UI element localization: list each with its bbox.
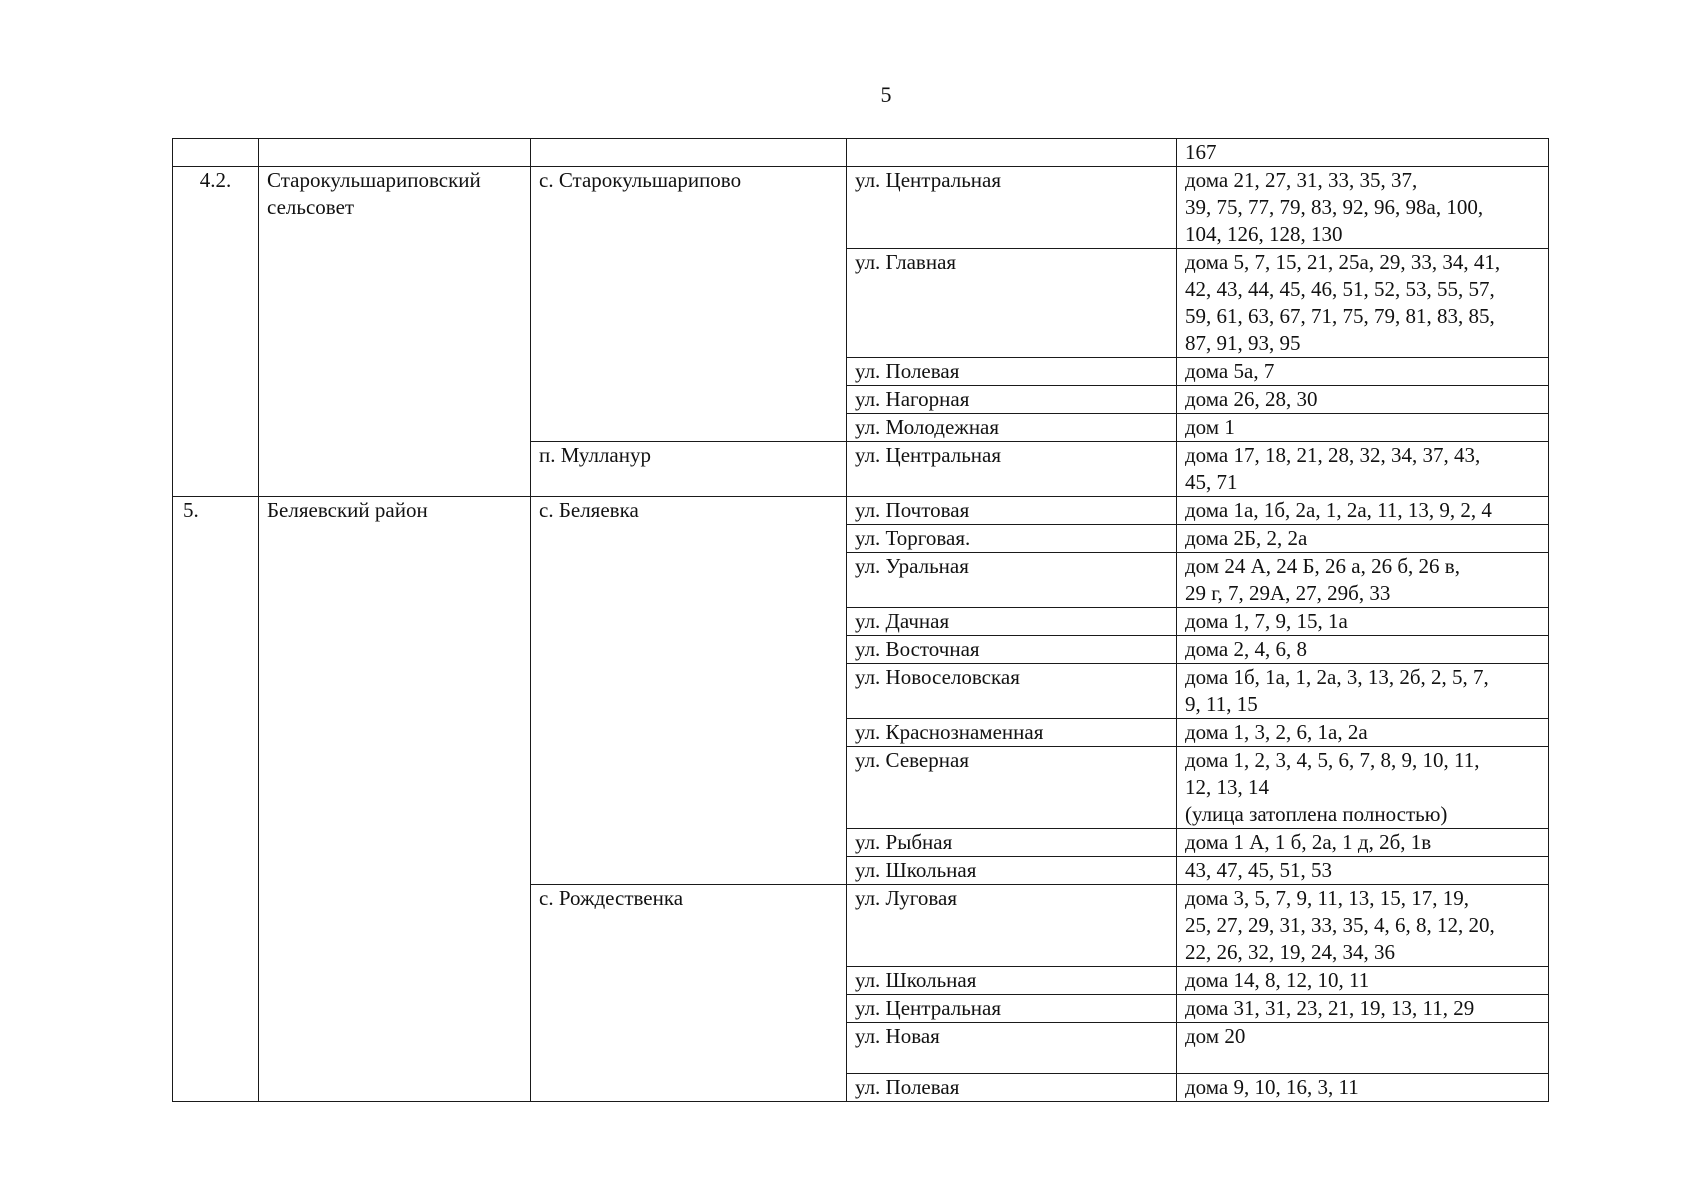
cell-number — [173, 139, 259, 167]
cell-street: ул. Луговая — [847, 885, 1177, 967]
cell-houses: 43, 47, 45, 51, 53 — [1177, 857, 1549, 885]
cell-street: ул. Школьная — [847, 857, 1177, 885]
cell-district: Старокульшариповский сельсовет — [259, 167, 531, 497]
cell-settlement: п. Мулланур — [531, 442, 847, 497]
cell-houses: дома 5, 7, 15, 21, 25а, 29, 33, 34, 41, 42, 43, 44, 45, 46, 51, 52, 53, 55, 57, 59, 61, 63, 67, 71, 75, 79, 81, 83, 85, 87, 91, 93, 95 — [1177, 249, 1549, 358]
cell-houses: дома 1а, 1б, 2а, 1, 2а, 11, 13, 9, 2, 4 — [1177, 497, 1549, 525]
cell-district: Беляевский район — [259, 497, 531, 1102]
cell-street: ул. Уральная — [847, 553, 1177, 608]
page-number: 5 — [880, 82, 892, 107]
cell-street: ул. Центральная — [847, 442, 1177, 497]
cell-street: ул. Рыбная — [847, 829, 1177, 857]
address-table — [172, 138, 1549, 1102]
cell-street — [847, 139, 1177, 167]
cell-houses: дом 24 А, 24 Б, 26 а, 26 б, 26 в, 29 г, 7, 29А, 27, 29б, 33 — [1177, 553, 1549, 608]
cell-street: ул. Школьная — [847, 967, 1177, 995]
cell-street: ул. Полевая — [847, 358, 1177, 386]
cell-houses: дома 5а, 7 — [1177, 358, 1549, 386]
cell-street: ул. Полевая — [847, 1074, 1177, 1102]
cell-street: ул. Центральная — [847, 995, 1177, 1023]
cell-street: ул. Северная — [847, 747, 1177, 829]
cell-houses: дома 1, 3, 2, 6, 1а, 2а — [1177, 719, 1549, 747]
cell-street: ул. Молодежная — [847, 414, 1177, 442]
cell-houses: дома 9, 10, 16, 3, 11 — [1177, 1074, 1549, 1102]
cell-street: ул. Новая — [847, 1023, 1177, 1074]
cell-street: ул. Краснознаменная — [847, 719, 1177, 747]
cell-houses: дома 1, 2, 3, 4, 5, 6, 7, 8, 9, 10, 11, 12, 13, 14 (улица затоплена полностью) — [1177, 747, 1549, 829]
cell-houses: дом 20 — [1177, 1023, 1549, 1074]
cell-street: ул. Главная — [847, 249, 1177, 358]
cell-houses: дома 1 А, 1 б, 2а, 1 д, 2б, 1в — [1177, 829, 1549, 857]
cell-houses: дома 1б, 1а, 1, 2а, 3, 13, 2б, 2, 5, 7, 9, 11, 15 — [1177, 664, 1549, 719]
cell-houses: дома 2Б, 2, 2а — [1177, 525, 1549, 553]
cell-houses: дома 14, 8, 12, 10, 11 — [1177, 967, 1549, 995]
cell-number: 5. — [173, 497, 259, 1102]
cell-street: ул. Нагорная — [847, 386, 1177, 414]
cell-street: ул. Почтовая — [847, 497, 1177, 525]
cell-houses: дома 26, 28, 30 — [1177, 386, 1549, 414]
table-row — [173, 497, 1549, 525]
cell-street: ул. Восточная — [847, 636, 1177, 664]
cell-houses: дома 31, 31, 23, 21, 19, 13, 11, 29 — [1177, 995, 1549, 1023]
table-row — [173, 139, 1549, 167]
cell-settlement: с. Беляевка — [531, 497, 847, 885]
cell-houses: дома 17, 18, 21, 28, 32, 34, 37, 43, 45, 71 — [1177, 442, 1549, 497]
cell-houses: дома 1, 7, 9, 15, 1а — [1177, 608, 1549, 636]
cell-settlement — [531, 139, 847, 167]
cell-number: 4.2. — [173, 167, 259, 497]
cell-street: ул. Центральная — [847, 167, 1177, 249]
cell-settlement: с. Старокульшарипово — [531, 167, 847, 442]
cell-district — [259, 139, 531, 167]
cell-houses: дома 2, 4, 6, 8 — [1177, 636, 1549, 664]
cell-street: ул. Дачная — [847, 608, 1177, 636]
cell-settlement: с. Рождественка — [531, 885, 847, 1102]
cell-houses: 167 — [1177, 139, 1549, 167]
cell-houses: дома 21, 27, 31, 33, 35, 37, 39, 75, 77, 79, 83, 92, 96, 98а, 100, 104, 126, 128, 130 — [1177, 167, 1549, 249]
cell-houses: дом 1 — [1177, 414, 1549, 442]
cell-street: ул. Новоселовская — [847, 664, 1177, 719]
cell-houses: дома 3, 5, 7, 9, 11, 13, 15, 17, 19, 25, 27, 29, 31, 33, 35, 4, 6, 8, 12, 20, 22, 26, 32, 19, 24, 34, 36 — [1177, 885, 1549, 967]
cell-street: ул. Торговая. — [847, 525, 1177, 553]
table-row — [173, 167, 1549, 249]
